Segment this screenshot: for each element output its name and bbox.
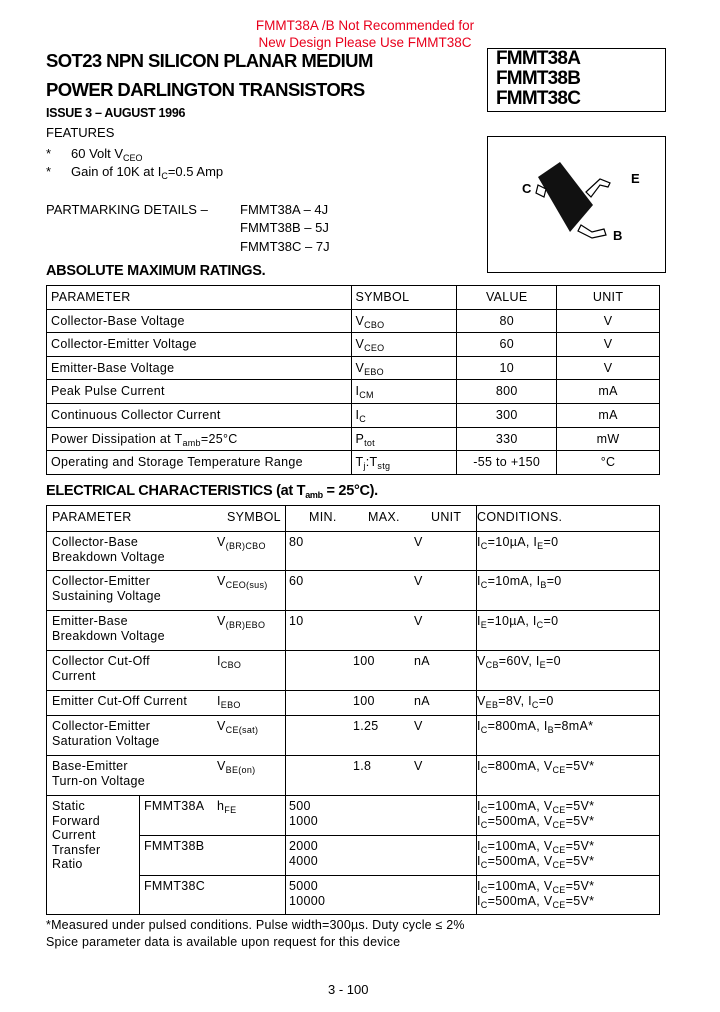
ec-unit: V [414,574,423,588]
ec-param: Collector-Emitter Saturation Voltage [52,719,160,748]
ec-max: 100 [353,694,375,708]
amr-value: 80 [457,309,557,333]
ec-param: Collector-Base Breakdown Voltage [52,535,165,564]
package-illustration-box [487,136,666,273]
electrical-characteristics-table [46,505,660,915]
ec-unit: V [414,719,423,733]
ec-conditions: $I_C=800mA$, $V_{CE}=5V*$ [477,759,595,775]
ec-max: 1.8 [353,759,372,773]
amr-unit: V [557,309,660,333]
ec-min: 2000 4000 [289,839,319,868]
amr-unit: mW [557,427,660,451]
ec-row-divider [47,650,659,651]
ec-col-conditions: CONDITIONS. [477,510,563,524]
part-number-a: FMMT38A [496,48,581,69]
amr-symbol: $I_C$ [352,403,457,427]
feature-item-1: 60 Volt $V_{CEO}$ [71,146,143,163]
ec-unit: V [414,759,423,773]
ec-symbol: $I_{EBO}$ [217,694,241,710]
not-recommended-notice [250,17,480,51]
feature-bullet-2: * [46,164,52,179]
ec-param: Emitter Cut-Off Current [52,694,188,708]
amr-header-row [47,286,660,310]
ec-row-divider [47,795,659,796]
amr-symbol: $I_{CM}$ [352,380,457,404]
sot23-package-icon [488,137,665,272]
amr-col-parameter: PARAMETER [47,286,352,310]
ec-row-divider [139,875,659,876]
feature-item-2: Gain of 10K at $I_C=0.5$ Amp [71,164,224,181]
ec-min: 500 1000 [289,799,319,828]
table-row [47,309,660,333]
ec-unit: nA [414,654,430,668]
ec-row-divider [47,531,659,532]
table-row [47,427,660,451]
ec-symbol: $V_{BE(on)}$ [217,759,256,775]
amr-param: Collector-Base Voltage [47,309,352,333]
amr-param: Power Dissipation at $T_{amb}=25^\circ C$ [47,427,352,451]
issue-date: ISSUE 3 – AUGUST 1996 [46,106,186,120]
ec-row-divider [47,755,659,756]
ec-param: Emitter-Base Breakdown Voltage [52,614,165,643]
amr-col-value: VALUE [457,286,557,310]
footnote-spice: Spice parameter data is available upon request for this device [46,935,401,949]
feature-bullet-1: * [46,146,52,161]
ec-conditions: $V_{EB}=8V$, $I_C=0$ [477,694,554,710]
amr-symbol: $V_{EBO}$ [352,356,457,380]
ec-unit: nA [414,694,430,708]
amr-unit: mA [557,380,660,404]
ec-min: 10 [289,614,304,628]
ec-max: 1.25 [353,719,379,733]
ec-hfe-device: FMMT38A [144,799,205,813]
ec-hfe-device: FMMT38C [144,879,206,893]
ec-conditions: $I_C=10mA$, $I_B=0$ [477,574,562,590]
amr-col-unit: UNIT [557,286,660,310]
amr-unit: °C [557,451,660,475]
ec-row-divider [47,570,659,571]
page-number: 3 - 100 [328,982,369,997]
ec-column-divider [139,795,140,914]
table-row [47,380,660,404]
page-title-line-2: POWER DARLINGTON TRANSISTORS [46,79,365,100]
page-title-line-1: SOT23 NPN SILICON PLANAR MEDIUM [46,50,373,71]
partmarking-item-a: FMMT38A – 4J [240,202,329,217]
ec-symbol: $V_{(BR)CBO}$ [217,535,266,551]
ec-column-divider [285,795,286,914]
ec-conditions: $I_C=100mA$, $V_{CE}=5V*$ $I_C=500mA$, $V_{CE}=5V*$ [477,839,595,870]
amr-symbol: $T_j:T_{stg}$ [352,451,457,475]
features-heading: FEATURES [46,125,115,140]
amr-param: Collector-Emitter Voltage [47,333,352,357]
notice-line-2: New Design Please Use FMMT38C [258,35,472,50]
notice-line-1: FMMT38A /B Not Recommended for [255,18,475,33]
pin-e-label: E [631,171,640,186]
table-row [47,403,660,427]
partmarking-label: PARTMARKING DETAILS – [46,202,208,217]
amr-param: Continuous Collector Current [47,403,352,427]
ec-row-divider [47,715,659,716]
footnote-pulsed: *Measured under pulsed conditions. Pulse width=300µs. Duty cycle ≤ 2% [46,918,465,932]
amr-value: -55 to +150 [457,451,557,475]
ec-conditions: $I_C=800mA$, $I_B=8mA*$ [477,719,594,735]
ec-col-symbol: SYMBOL [227,510,281,524]
ec-col-parameter: PARAMETER [52,510,132,524]
amr-symbol: $V_{CEO}$ [352,333,457,357]
partmarking-item-c: FMMT38C – 7J [240,239,330,254]
ec-symbol: $I_{CBO}$ [217,654,242,670]
amr-unit: mA [557,403,660,427]
amr-param: Peak Pulse Current [47,380,352,404]
ec-col-max: MAX. [368,510,400,524]
ec-min: 60 [289,574,304,588]
part-number-c: FMMT38C [496,88,581,109]
ec-unit: V [414,614,423,628]
ec-row-divider [47,690,659,691]
amr-unit: V [557,356,660,380]
ec-hfe-device: FMMT38B [144,839,205,853]
ec-min: 5000 10000 [289,879,326,908]
pin-b-label: B [613,228,623,243]
ec-row-divider [139,835,659,836]
amr-value: 300 [457,403,557,427]
table-row [47,356,660,380]
part-number-b: FMMT38B [496,68,581,89]
ec-symbol: $V_{(BR)EBO}$ [217,614,266,630]
amr-param: Emitter-Base Voltage [47,356,352,380]
amr-heading: ABSOLUTE MAXIMUM RATINGS. [46,263,266,279]
ec-param: Base-Emitter Turn-on Voltage [52,759,145,788]
ec-max: 100 [353,654,375,668]
ec-unit: V [414,535,423,549]
ec-col-unit: UNIT [431,510,462,524]
ec-param: Collector-Emitter Sustaining Voltage [52,574,161,603]
ec-conditions: $I_C=100mA$, $V_{CE}=5V*$ $I_C=500mA$, $V_{CE}=5V*$ [477,799,595,830]
ec-heading: ELECTRICAL CHARACTERISTICS (at $T_{amb} = 25^\circ C$). [46,483,378,500]
amr-value: 60 [457,333,557,357]
ec-conditions: $V_{CB}=60V$, $I_E=0$ [477,654,561,670]
table-row [47,451,660,475]
amr-symbol: $P_{tot}$ [352,427,457,451]
ec-conditions: $I_C=10\mu A$, $I_E=0$ [477,535,559,551]
ec-row-divider [47,610,659,611]
amr-value: 10 [457,356,557,380]
amr-value: 800 [457,380,557,404]
ec-param: Collector Cut-Off Current [52,654,150,683]
ec-conditions: $I_E=10\mu A$, $I_C=0$ [477,614,559,630]
part-number-box [487,48,666,112]
amr-col-symbol: SYMBOL [352,286,457,310]
pin-c-label: C [522,181,532,196]
ec-param: Static Forward Current Transfer Ratio [52,799,101,871]
partmarking-item-b: FMMT38B – 5J [240,220,329,235]
ec-symbol: $V_{CEO(sus)}$ [217,574,268,590]
amr-unit: V [557,333,660,357]
absolute-max-ratings-table [46,285,660,475]
ec-min: 80 [289,535,304,549]
amr-param: Operating and Storage Temperature Range [47,451,352,475]
ec-symbol: $V_{CE(sat)}$ [217,719,259,735]
amr-symbol: $V_{CBO}$ [352,309,457,333]
amr-value: 330 [457,427,557,451]
table-row [47,333,660,357]
ec-col-min: MIN. [309,510,337,524]
ec-conditions: $I_C=100mA$, $V_{CE}=5V*$ $I_C=500mA$, $V_{CE}=5V*$ [477,879,595,910]
ec-symbol: $h_{FE}$ [217,799,237,815]
